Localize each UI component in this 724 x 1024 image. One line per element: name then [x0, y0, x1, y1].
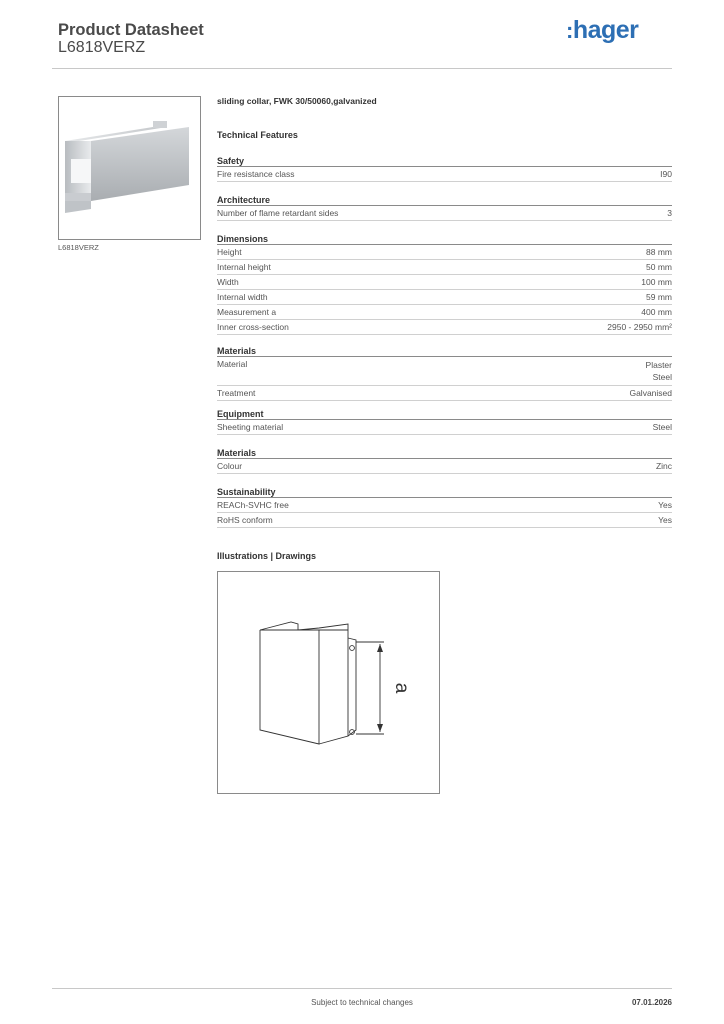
drawings-heading: Illustrations | Drawings [217, 551, 317, 561]
product-description: sliding collar, FWK 30/50060,galvanized [217, 96, 377, 106]
section-title: Materials [217, 345, 672, 357]
spec-value: Zinc [655, 461, 672, 471]
spec-value: 100 mm [641, 277, 672, 287]
product-code: L6818VERZ [58, 39, 146, 56]
technical-drawing [217, 571, 440, 794]
spec-row [217, 260, 672, 275]
spec-row [217, 275, 672, 290]
spec-row [217, 167, 672, 182]
spec-label: Material [217, 359, 248, 369]
spec-label: Colour [217, 461, 243, 471]
technical-features-heading: Technical Features [217, 130, 298, 140]
spec-value-line: Steel [652, 372, 672, 382]
spec-label: REACh-SVHC free [217, 500, 289, 510]
section-materials [217, 345, 672, 401]
spec-row [217, 305, 672, 320]
spec-row [217, 320, 672, 335]
spec-label: Sheeting material [217, 422, 284, 432]
section-architecture [217, 194, 672, 221]
spec-row [217, 420, 672, 435]
spec-value: Yes [658, 500, 672, 510]
spec-value: 50 mm [646, 262, 672, 272]
spec-row [217, 357, 672, 386]
footer-divider [52, 988, 672, 989]
spec-value: 88 mm [646, 247, 672, 257]
spec-label: Height [217, 247, 242, 257]
spec-label: Fire resistance class [217, 169, 295, 179]
section-title: Materials [217, 447, 672, 459]
section-safety [217, 155, 672, 182]
dimension-label: a [391, 682, 412, 694]
section-title: Equipment [217, 408, 672, 420]
spec-value: 59 mm [646, 292, 672, 302]
footer-note: Subject to technical changes [311, 998, 413, 1007]
spec-value: 400 mm [641, 307, 672, 317]
spec-value: Galvanised [629, 388, 672, 398]
hager-logo [566, 16, 638, 45]
section-title: Dimensions [217, 233, 672, 245]
spec-value: I90 [660, 169, 672, 179]
spec-row [217, 459, 672, 474]
section-title: Safety [217, 155, 672, 167]
logo-colon: : [566, 18, 573, 43]
spec-value: Steel [652, 422, 672, 432]
spec-label: RoHS conform [217, 515, 273, 525]
spec-value: 2950 - 2950 mm² [607, 322, 672, 332]
product-image [58, 96, 201, 240]
spec-row [217, 498, 672, 513]
spec-label: Treatment [217, 388, 256, 398]
page-title: Product Datasheet [58, 21, 204, 39]
technical-drawing-illustration [218, 572, 439, 793]
section-equipment [217, 408, 672, 435]
dimension-arrow-up [377, 644, 383, 652]
spec-row [217, 386, 672, 401]
spec-label: Width [217, 277, 239, 287]
spec-label: Measurement a [217, 307, 277, 317]
spec-value: 3 [667, 208, 672, 218]
spec-row [217, 513, 672, 528]
section-materials-colour [217, 447, 672, 474]
section-title: Sustainability [217, 486, 672, 498]
product-image-caption: L6818VERZ [58, 243, 99, 252]
spec-value: Yes [658, 515, 672, 525]
header-divider [52, 68, 672, 69]
spec-row [217, 290, 672, 305]
footer-date: 07.01.2026 [631, 998, 672, 1007]
spec-value-line: Plaster [645, 360, 672, 370]
spec-label: Number of flame retardant sides [217, 208, 339, 218]
product-photo-illustration [59, 97, 200, 239]
spec-row [217, 206, 672, 221]
spec-row [217, 245, 672, 260]
spec-label: Inner cross-section [217, 322, 289, 332]
section-dimensions [217, 233, 672, 335]
section-sustainability [217, 486, 672, 528]
dimension-arrow-down [377, 724, 383, 732]
spec-value [646, 359, 672, 383]
spec-label: Internal width [217, 292, 268, 302]
section-title: Architecture [217, 194, 672, 206]
logo-text: hager [572, 16, 639, 44]
spec-label: Internal height [217, 262, 271, 272]
